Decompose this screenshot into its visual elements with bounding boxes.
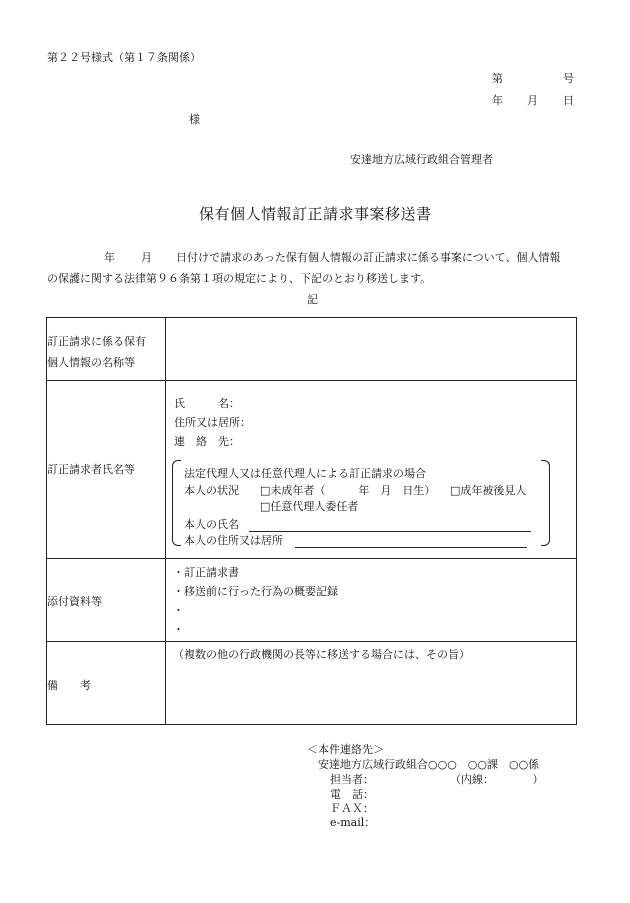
bracket-left (172, 460, 181, 546)
contact-label: 連 絡 先： (174, 435, 240, 448)
ki-mark: 記 (307, 293, 318, 306)
body-month: 月 (141, 251, 152, 264)
remarks-note: （複数の他の行政機関の長等に移送する場合には、その旨） (173, 648, 470, 661)
row-label-attachments (47, 559, 166, 642)
voluntary-agent-checkbox[interactable]: □任意代理人委任者 (260, 500, 359, 513)
doc-number-go: 号 (563, 72, 574, 85)
status-label: 本人の状況 (184, 484, 239, 497)
page-title: 保有個人情報訂正請求事案移送書 (199, 205, 432, 223)
proxy-title: 法定代理人又は任意代理人による訂正請求の場合 (184, 467, 426, 480)
contact-extension: （内線： ） (450, 773, 544, 786)
attachments-list (166, 559, 577, 642)
contact-org: 安達地方広域行政組合○○○ ○○課 ○○係 (318, 758, 540, 771)
list-item: ・ (173, 604, 184, 617)
principal-address-line (295, 547, 527, 548)
name-label: 氏 名： (174, 397, 240, 410)
date-month: 月 (527, 94, 538, 107)
table-row (47, 318, 577, 381)
label-text: 備 考 (47, 679, 91, 692)
request-table (46, 317, 577, 725)
row-label-info-name (47, 318, 166, 381)
principal-name-label: 本人の氏名 (184, 518, 239, 531)
date-year: 年 (492, 94, 503, 107)
principal-name-field[interactable] (184, 516, 531, 532)
list-item: ・ (173, 623, 184, 636)
body-line1: 日付けで請求のあった保有個人情報の訂正請求に係る事案について、個人情報 (176, 251, 561, 264)
contact-email: e-mail： (330, 816, 376, 829)
doc-number-dai: 第 (492, 72, 503, 85)
list-item: ・訂正請求書 (173, 566, 239, 579)
principal-address-field[interactable] (184, 532, 527, 548)
list-item: ・移送前に行った行為の概要記録 (173, 585, 338, 598)
label-line: 個人情報の名称等 (47, 356, 135, 369)
date-day: 日 (563, 94, 574, 107)
body-line2: の保護に関する法律第９６条第１項の規定により、下記のとおり移送します。 (47, 272, 432, 285)
label-text: 添付資料等 (47, 595, 102, 608)
label-line: 訂正請求に係る保有 (47, 335, 146, 348)
requester-details (166, 381, 577, 559)
label-text: 訂正請求者氏名等 (47, 463, 135, 476)
sender-name: 安達地方広域行政組合管理者 (350, 153, 493, 166)
addressee-sama: 様 (189, 113, 200, 126)
bracket-right (541, 460, 550, 546)
contact-phone: 電 話： (330, 788, 374, 801)
info-name-value (166, 318, 577, 381)
table-row (47, 642, 577, 725)
adult-guardian-checkbox[interactable]: □成年被後見人 (450, 484, 527, 497)
address-label: 住所又は居所： (174, 416, 251, 429)
row-label-requester (47, 381, 166, 559)
table-row (47, 381, 577, 559)
table-row (47, 559, 577, 642)
remarks-cell (166, 642, 577, 725)
body-year: 年 (104, 251, 115, 264)
form-number: 第２２号様式（第１７条関係） (47, 51, 201, 64)
row-label-remarks (47, 642, 166, 725)
principal-address-label: 本人の住所又は居所 (184, 534, 283, 547)
contact-fax: ＦＡＸ： (330, 802, 374, 815)
contact-person: 担当者： (330, 773, 374, 786)
minor-checkbox[interactable]: □未成年者（ 年 月 日生） (260, 484, 436, 497)
contact-heading: ＜本件連絡先＞ (307, 743, 384, 756)
